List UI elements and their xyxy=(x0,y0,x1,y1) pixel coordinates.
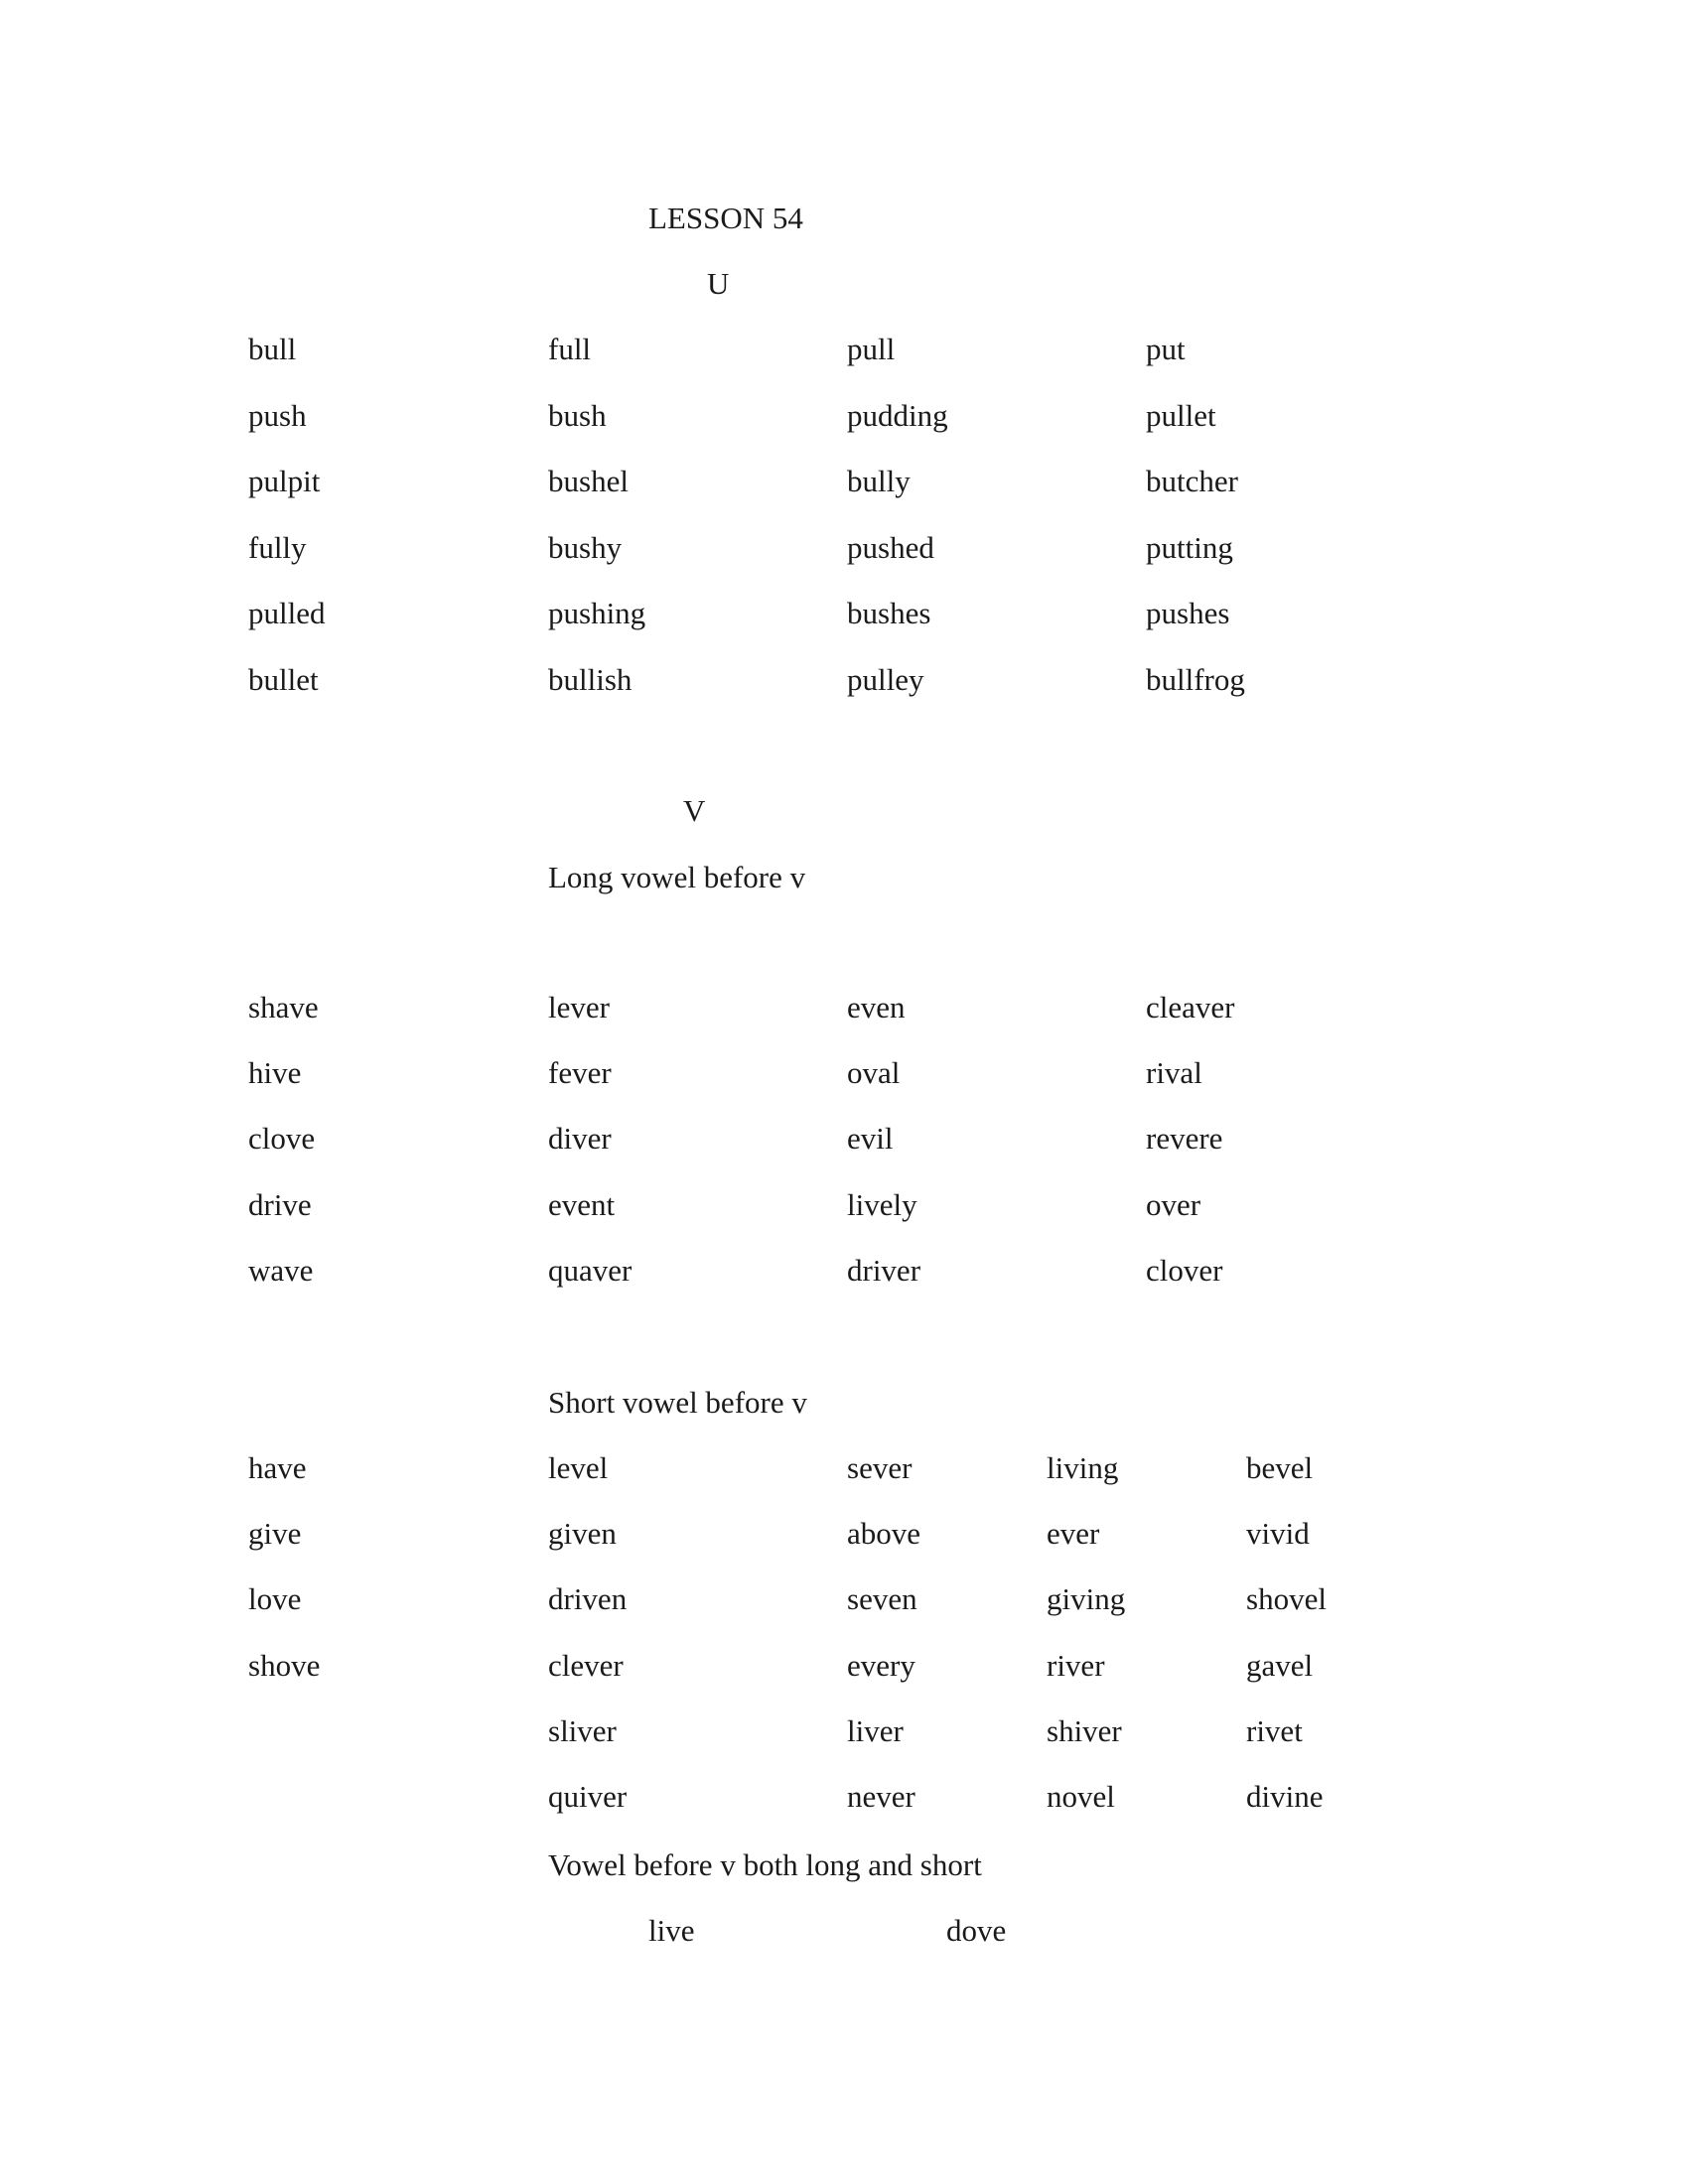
word: bully xyxy=(847,464,911,498)
word: give xyxy=(248,1516,302,1551)
word: clever xyxy=(548,1648,624,1683)
word: evil xyxy=(847,1121,894,1156)
word: ever xyxy=(1047,1516,1100,1551)
word: clover xyxy=(1146,1253,1223,1288)
word: bullfrog xyxy=(1146,662,1245,697)
word: putting xyxy=(1146,530,1233,565)
word: driver xyxy=(847,1253,921,1288)
word: pull xyxy=(847,332,896,366)
word: bull xyxy=(248,332,297,366)
word: full xyxy=(548,332,592,366)
word: gavel xyxy=(1246,1648,1314,1683)
word: never xyxy=(847,1779,915,1814)
word: diver xyxy=(548,1121,612,1156)
word: pulley xyxy=(847,662,924,697)
word: sliver xyxy=(548,1713,617,1748)
word: drive xyxy=(248,1187,312,1222)
word: divine xyxy=(1246,1779,1324,1814)
word: every xyxy=(847,1648,915,1683)
word: seven xyxy=(847,1581,917,1616)
word: river xyxy=(1047,1648,1105,1683)
word: driven xyxy=(548,1581,628,1616)
word: pullet xyxy=(1146,398,1216,433)
word: love xyxy=(248,1581,302,1616)
word: have xyxy=(248,1450,307,1485)
word: bush xyxy=(548,398,607,433)
word: fever xyxy=(548,1055,612,1090)
long-vowel-heading: Long vowel before v xyxy=(548,860,806,894)
word: liver xyxy=(847,1713,904,1748)
word: butcher xyxy=(1146,464,1238,498)
word: novel xyxy=(1047,1779,1115,1814)
word: lively xyxy=(847,1187,917,1222)
word: shave xyxy=(248,990,319,1024)
word: pushed xyxy=(847,530,934,565)
short-vowel-heading: Short vowel before v xyxy=(548,1385,807,1420)
word: fully xyxy=(248,530,307,565)
word: bullet xyxy=(248,662,319,697)
word: living xyxy=(1047,1450,1119,1485)
word: pulled xyxy=(248,596,326,630)
word: shiver xyxy=(1047,1713,1122,1748)
word: wave xyxy=(248,1253,314,1288)
word: put xyxy=(1146,332,1186,366)
word: oval xyxy=(847,1055,901,1090)
word: giving xyxy=(1047,1581,1126,1616)
word: pudding xyxy=(847,398,948,433)
word: pushes xyxy=(1146,596,1230,630)
word: bushy xyxy=(548,530,623,565)
word: pulpit xyxy=(248,464,321,498)
word: even xyxy=(847,990,906,1024)
section-u-heading: U xyxy=(707,266,730,301)
word: quiver xyxy=(548,1779,628,1814)
word: shovel xyxy=(1246,1581,1327,1616)
word: bushel xyxy=(548,464,629,498)
word: rival xyxy=(1146,1055,1202,1090)
word: event xyxy=(548,1187,616,1222)
word: clove xyxy=(248,1121,316,1156)
word: given xyxy=(548,1516,617,1551)
word: vivid xyxy=(1246,1516,1310,1551)
section-v-heading: V xyxy=(683,793,706,828)
word: sever xyxy=(847,1450,913,1485)
word: dove xyxy=(946,1913,1007,1948)
word: rivet xyxy=(1246,1713,1303,1748)
word: quaver xyxy=(548,1253,633,1288)
word: bevel xyxy=(1246,1450,1314,1485)
word: over xyxy=(1146,1187,1201,1222)
both-vowel-heading: Vowel before v both long and short xyxy=(548,1847,982,1882)
word: cleaver xyxy=(1146,990,1235,1024)
word: lever xyxy=(548,990,610,1024)
word: above xyxy=(847,1516,921,1551)
word: live xyxy=(648,1913,695,1948)
word: revere xyxy=(1146,1121,1223,1156)
word: hive xyxy=(248,1055,302,1090)
lesson-title: LESSON 54 xyxy=(648,201,803,235)
word: level xyxy=(548,1450,609,1485)
word: push xyxy=(248,398,307,433)
word: bushes xyxy=(847,596,931,630)
word: pushing xyxy=(548,596,646,630)
word: bullish xyxy=(548,662,633,697)
word: shove xyxy=(248,1648,321,1683)
